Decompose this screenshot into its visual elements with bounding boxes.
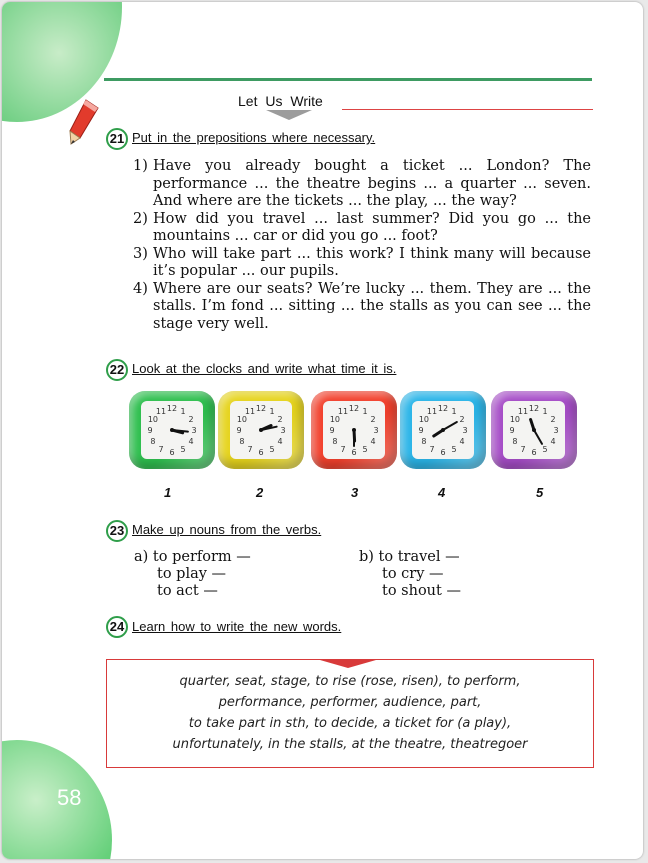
list-item: to shout — [382,583,461,599]
clock-numeral: 5 [451,445,457,455]
words-line: quarter, seat, stage, to rise (rose, risen), to perform, [179,674,521,689]
clock-numeral: 1 [451,406,457,416]
clock-label-5: 5 [536,485,544,500]
exercise-22-heading: Look at the clocks and write what time it is. [132,361,397,376]
clock-numeral: 1 [269,406,275,416]
list-item: to play — [157,566,227,582]
clock-numeral: 2 [370,415,376,424]
clock-label-3: 3 [351,485,359,500]
clock-numeral: 10 [509,415,521,424]
verbs-column-b [359,549,461,600]
clock-center [352,428,356,432]
clock-numeral: 6 [258,448,264,457]
clock-center [259,428,263,432]
clock-numeral: 4 [188,437,194,446]
clock-4 [400,391,486,469]
section-title: Let Us Write [238,93,323,109]
clock-face [412,401,474,459]
clock-numeral: 2 [550,415,556,424]
minute-hand [443,422,457,430]
clock-numeral: 11 [426,406,438,416]
list-item: 1) Have you already bought a ticket ... London? The performance ... the theatre begins ... a quarter ... seven. And where are the tickets ... the play, ... the way? [133,158,591,209]
clock-numeral: 3 [462,426,468,435]
exercise-21-list [133,158,591,333]
clock-numeral: 4 [459,437,465,446]
clock-numeral: 1 [180,406,186,416]
clock-numeral: 10 [329,415,341,424]
clock-numeral: 12 [528,404,540,413]
words-line: performance, performer, audience, part, [218,695,482,710]
clock-numeral: 6 [169,448,175,457]
clock-numeral: 9 [147,426,153,435]
clock-numeral: 8 [332,437,338,446]
clock-numeral: 5 [180,445,186,455]
clock-center [532,428,536,432]
clock-numeral: 6 [440,448,446,457]
list-item: to act — [157,583,218,599]
clock-face [230,401,292,459]
clock-numeral: 9 [509,426,515,435]
clock-numeral: 12 [348,404,360,413]
exercise-24-number: 24 [106,616,128,638]
clock-numeral: 2 [459,415,465,424]
clock-numeral: 2 [188,415,194,424]
clock-numeral: 4 [277,437,283,446]
clock-numeral: 11 [517,406,529,416]
clock-numeral: 9 [236,426,242,435]
clock-numeral: 3 [191,426,197,435]
clock-numeral: 4 [550,437,556,446]
clock-numeral: 12 [166,404,178,413]
clock-numeral: 1 [542,406,548,416]
page-number: 58 [57,785,82,810]
clock-5 [491,391,577,469]
exercise-21-number: 21 [106,128,128,150]
clock-numeral: 11 [337,406,349,416]
corner-decoration-top [2,2,122,122]
exercise-23-heading: Make up nouns from the verbs. [132,522,322,537]
clock-numeral: 10 [236,415,248,424]
clock-2 [218,391,304,469]
clock-label-2: 2 [256,485,264,500]
clock-numeral: 8 [239,437,245,446]
exercise-23-number: 23 [106,520,128,542]
clock-numeral: 11 [244,406,256,416]
clock-numeral: 8 [421,437,427,446]
clock-numeral: 7 [520,445,526,455]
clock-numeral: 6 [531,448,537,457]
clock-face [323,401,385,459]
clock-numeral: 6 [351,448,357,457]
clock-center [441,428,445,432]
title-arrow-icon [266,110,312,120]
list-item: to cry — [382,566,444,582]
words-line: to take part in sth, to decide, a ticket for (a play), [188,716,512,731]
clock-numeral: 5 [269,445,275,455]
minute-hand [534,430,542,444]
list-item: a) to perform — [134,549,251,565]
clock-label-4: 4 [438,485,446,500]
new-words-box [106,659,594,768]
clock-numeral: 8 [150,437,156,446]
textbook-page [2,2,643,859]
list-item: b) to travel — [359,549,460,565]
clock-numeral: 12 [255,404,267,413]
clock-numeral: 7 [340,445,346,455]
clock-face [141,401,203,459]
title-underline [342,109,593,110]
pencil-icon [64,98,104,146]
list-item: 2) How did you travel ... last summer? Did you go ... the mountains ... car or did you go ... foot? [133,210,591,244]
clock-numeral: 1 [362,406,368,416]
exercise-21-heading: Put in the prepositions where necessary. [132,130,376,145]
list-item: 4) Where are our seats? We’re lucky ... them. They are ... the stalls. I’m fond ... sitting ... the stalls as you can see ... the stage very well. [133,280,591,332]
clock-numeral: 5 [542,445,548,455]
exercise-24-heading: Learn how to write the new words. [132,619,342,634]
clock-numeral: 3 [373,426,379,435]
list-item: 3) Who will take part ... this work? I think many will because it’s popular ... our pupils. [133,245,591,279]
top-rule [104,78,592,81]
box-arrow-icon [320,660,376,668]
clock-numeral: 3 [280,426,286,435]
words-line: unfortunately, in the stalls, at the theatre, theatregoer [172,737,528,752]
clock-center [170,428,174,432]
clock-numeral: 7 [158,445,164,455]
clock-label-1: 1 [164,485,172,500]
verbs-column-a [134,549,251,600]
clock-numeral: 8 [512,437,518,446]
exercise-22-number: 22 [106,359,128,381]
clock-numeral: 9 [329,426,335,435]
clock-numeral: 10 [418,415,430,424]
clock-numeral: 11 [155,406,167,416]
clock-numeral: 12 [437,404,449,413]
clock-numeral: 5 [362,445,368,455]
clock-numeral: 10 [147,415,159,424]
clock-numeral: 3 [553,426,559,435]
clock-numeral: 2 [277,415,283,424]
clock-numeral: 4 [370,437,376,446]
clock-1 [129,391,215,469]
clock-face [503,401,565,459]
clock-numeral: 9 [418,426,424,435]
clock-3 [311,391,397,469]
clock-numeral: 7 [247,445,253,455]
clock-numeral: 7 [429,445,435,455]
